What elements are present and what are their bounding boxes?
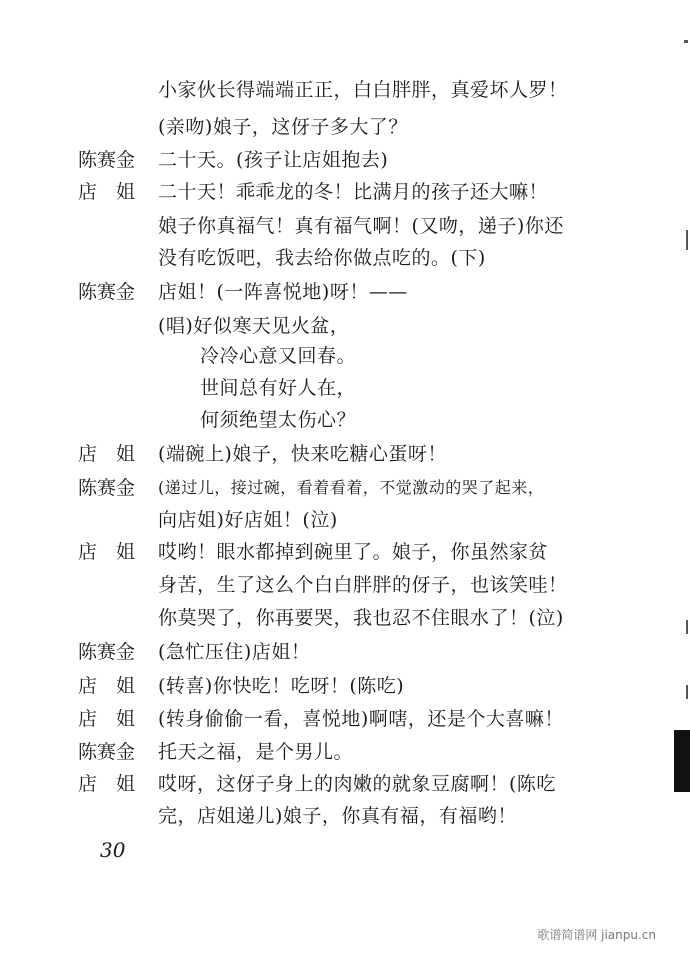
dialogue-line [158, 740, 353, 764]
speaker-name: 陈赛金 [78, 281, 136, 303]
dialogue-text: 托天之福，是个男儿。 [158, 741, 354, 763]
dialogue-line [158, 442, 447, 466]
dialogue-line [158, 772, 556, 796]
dialogue-line [158, 214, 564, 238]
speaker-name: 店 姐 [78, 541, 136, 563]
dialogue-line [158, 606, 564, 630]
dialogue-line [158, 78, 568, 102]
dialogue-text: (转喜)你快吃！吃呀！(陈吃) [158, 675, 405, 697]
dialogue-line [158, 804, 517, 828]
dialogue-text: (递过儿，接过碗，看着看着，不觉激动的哭了起来， [158, 478, 545, 497]
dialogue-text: 没有吃饭吧，我去给你做点吃的。(下) [158, 247, 486, 269]
speaker-name: 店 姐 [78, 675, 136, 697]
speaker-name: 店 姐 [78, 708, 136, 730]
dialogue-text: 哎哟！眼水都掉到碗里了。娘子，你虽然家贫 [158, 541, 549, 563]
speaker-name: 店 姐 [78, 181, 136, 203]
dialogue-line [158, 640, 310, 664]
scan-edge-mark [684, 40, 688, 43]
dialogue-text: 小家伙长得端端正正，白白胖胖，真爱坏人罗！ [158, 79, 568, 101]
speaker-name: 陈赛金 [78, 477, 136, 499]
speaker-name: 店 姐 [78, 443, 136, 465]
speaker-name: 陈赛金 [78, 641, 136, 663]
dialogue-text: 完，店姐递儿)娘子，你真有福，有福哟！ [158, 805, 517, 827]
dialogue-line [158, 674, 404, 698]
dialogue-text: 身苦，生了这么个白白胖胖的伢子，也该笑哇！ [158, 574, 568, 596]
dialogue-text: (唱)好似寒天见火盆， [158, 315, 350, 337]
poem-line [200, 344, 356, 368]
dialogue-text: (急忙压住)店姐！ [158, 641, 311, 663]
dialogue-text: (端碗上)娘子，快来吃糖心蛋呀！ [158, 443, 447, 465]
dialogue-text: (亲吻)娘子，这伢子多大了？ [158, 116, 408, 138]
dialogue-text: 二十天。(孩子让店姐抱去) [158, 149, 389, 171]
dialogue-line [158, 180, 548, 204]
dialogue-text: 向店姐)好店姐！(泣) [158, 509, 338, 531]
dialogue-line [158, 573, 568, 597]
scan-edge-mark [686, 230, 688, 250]
page-number: 30 [100, 838, 126, 862]
dialogue-line [158, 148, 388, 172]
dialogue-line [158, 280, 408, 304]
dialogue-line [158, 246, 486, 270]
dialogue-line [158, 508, 338, 532]
dialogue-line [158, 115, 408, 139]
song-intro-line [158, 314, 349, 338]
dialogue-line [158, 476, 544, 500]
dialogue-text: 娘子你真福气！真有福气啊！(又吻，递子)你还 [158, 215, 564, 237]
scan-edge-mark [686, 620, 688, 634]
poem-line [200, 408, 356, 432]
dialogue-text: 你莫哭了，你再要哭，我也忍不住眼水了！(泣) [158, 607, 564, 629]
speaker-name: 店 姐 [78, 773, 136, 795]
dialogue-line [158, 707, 564, 731]
poem-text: 世间总有好人在， [200, 377, 357, 399]
site-watermark: 歌谱简谱网 jianpu.cn [537, 928, 656, 942]
poem-text: 何须绝望太伤心？ [200, 409, 357, 431]
dialogue-line [158, 540, 548, 564]
speaker-name: 陈赛金 [78, 149, 136, 171]
dialogue-text: 二十天！乖乖龙的冬！比满月的孩子还大嘛！ [158, 181, 549, 203]
dialogue-text: 店姐！(一阵喜悦地)呀！—— [158, 281, 408, 303]
scan-edge-mark [686, 685, 688, 699]
speaker-name: 陈赛金 [78, 741, 136, 763]
dialogue-text: (转身偷偷一看，喜悦地)啊嗐，还是个大喜嘛！ [158, 708, 564, 730]
dialogue-text: 哎呀，这伢子身上的肉嫩的就象豆腐啊！(陈吃 [158, 773, 556, 795]
poem-line [200, 376, 356, 400]
poem-text: 冷冷心意又回春。 [200, 345, 357, 367]
thumb-tab-marker [674, 730, 690, 792]
